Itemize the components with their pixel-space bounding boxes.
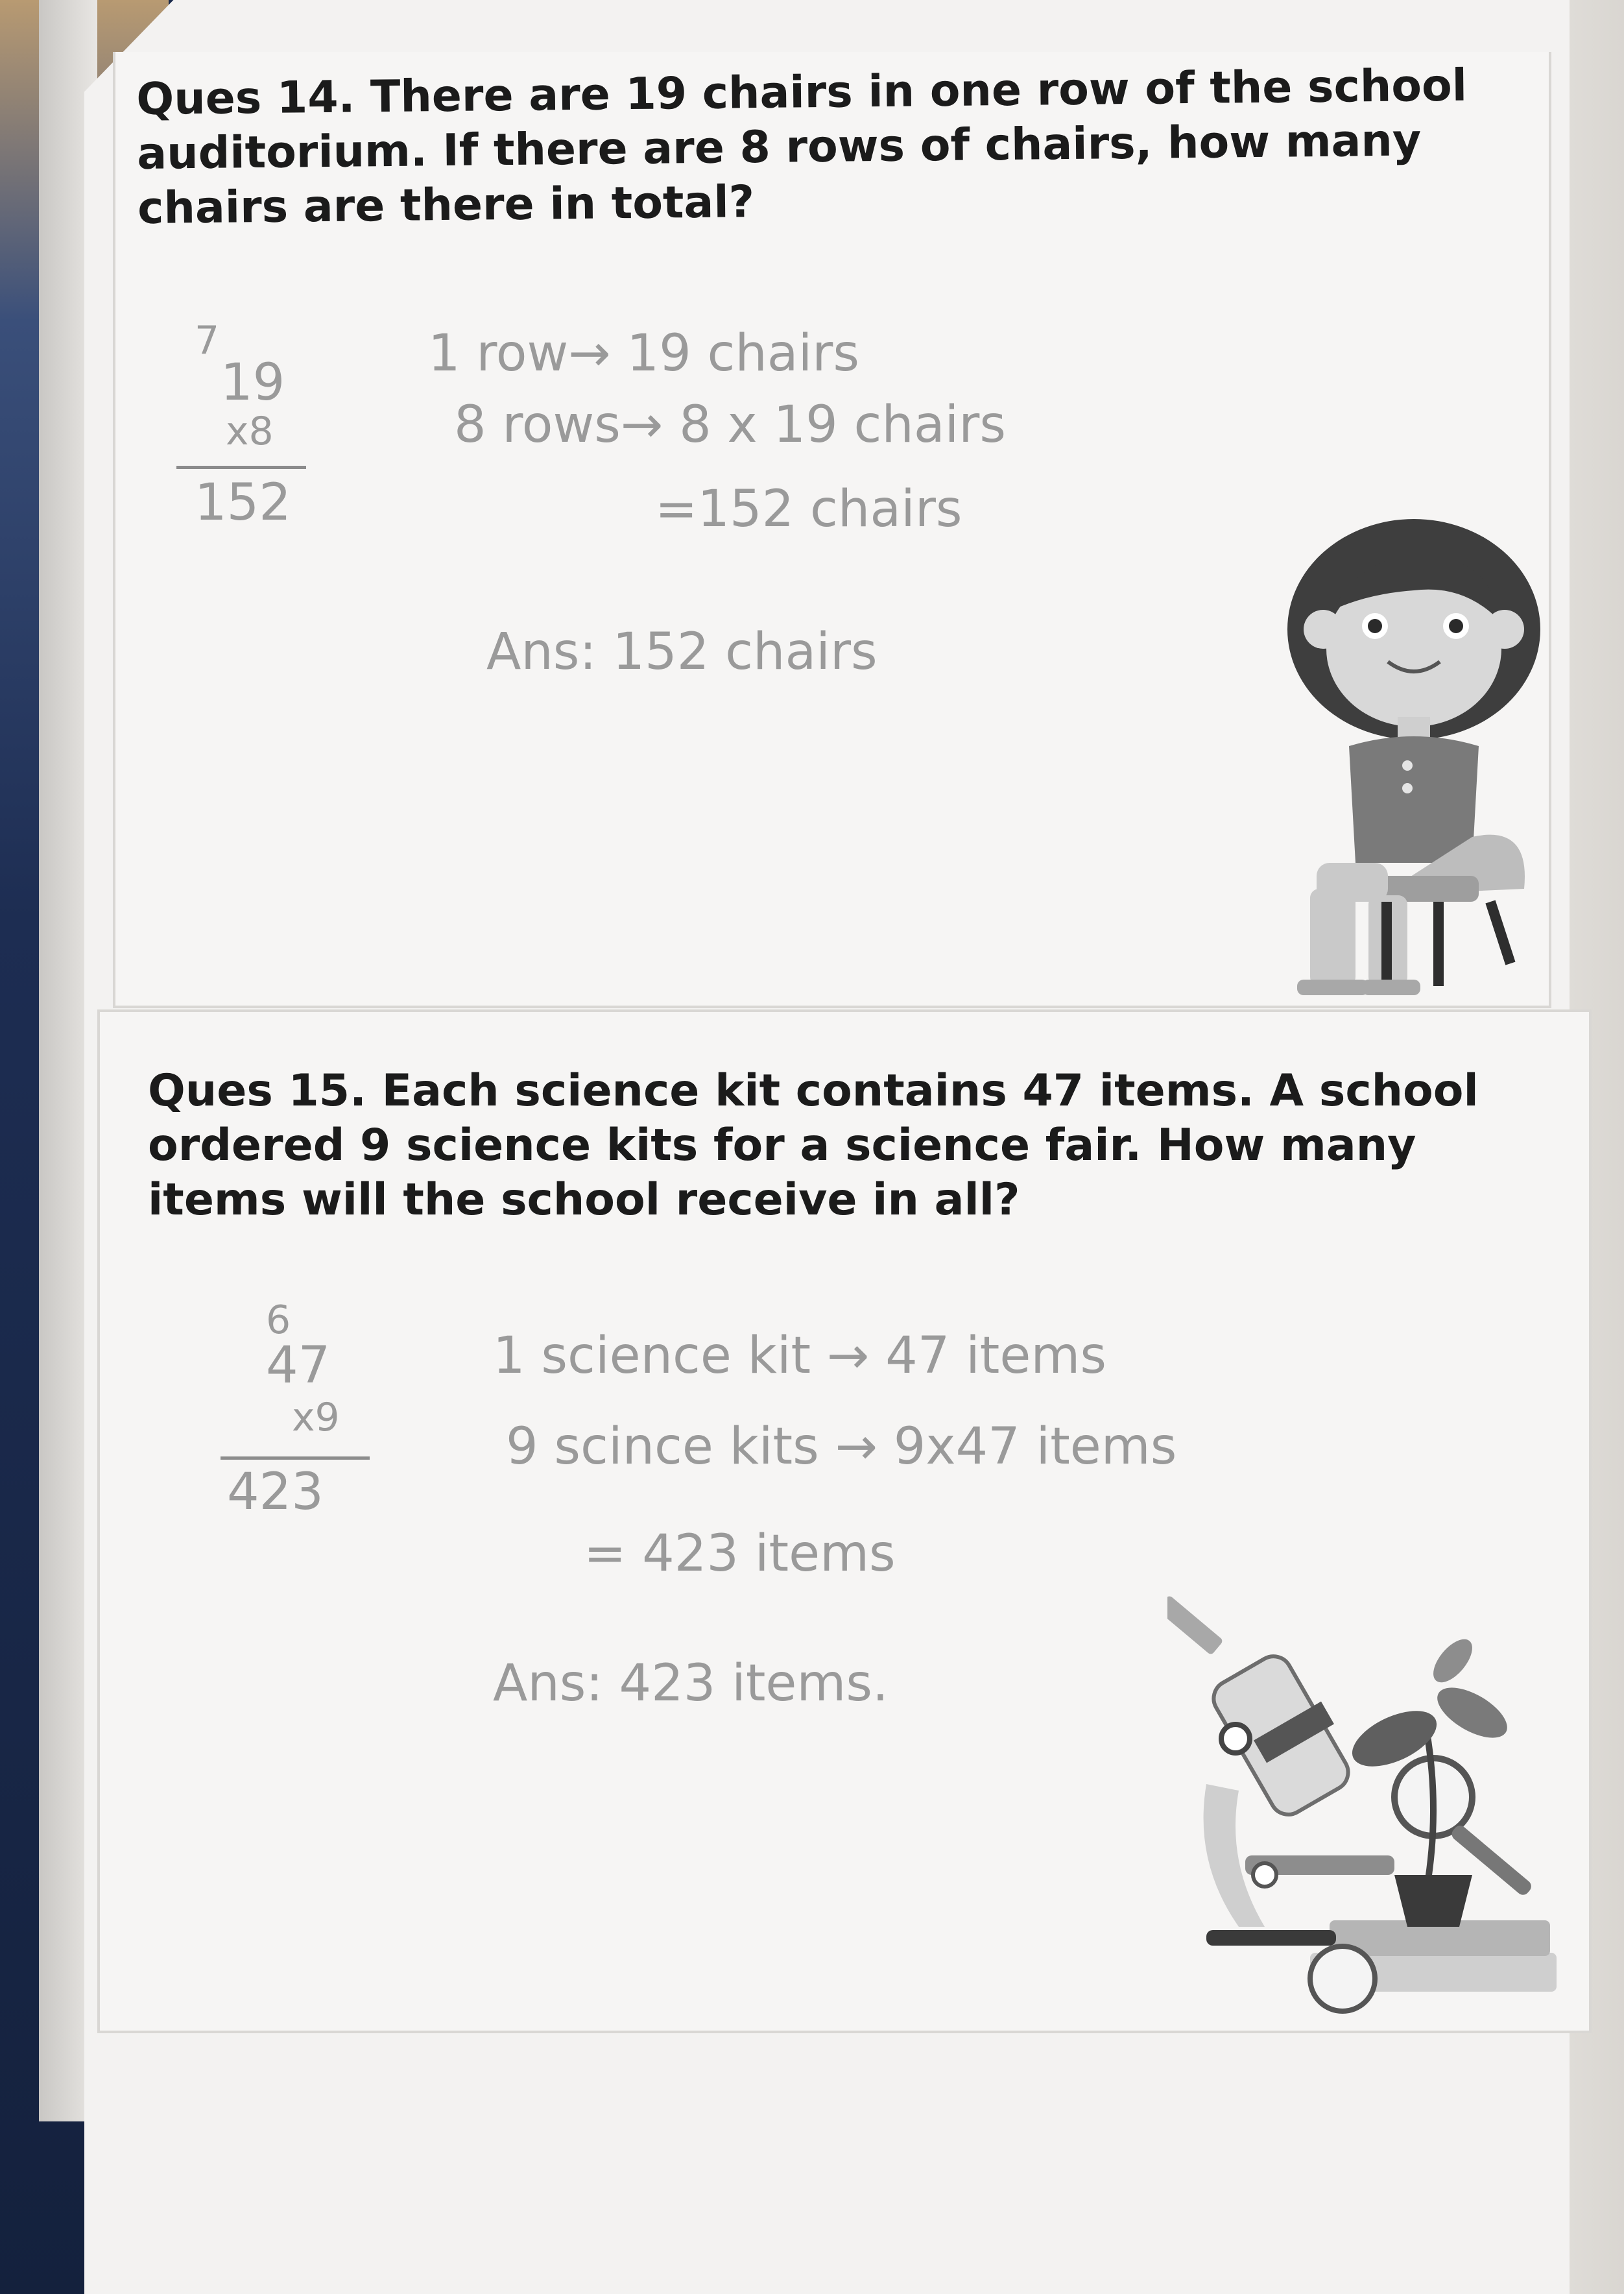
q15-multiplicand: 47 xyxy=(266,1336,331,1395)
q14-sum-line xyxy=(176,466,306,469)
girl-on-chair-illustration xyxy=(1271,500,1557,999)
question-14-text: Ques 14. There are 19 chairs in one row of the school auditorium. If there are 8 rows of chairs, how many chairs are there in total? xyxy=(136,60,1468,234)
q15-carry-digit: 6 xyxy=(266,1298,291,1343)
q15-line-2: 9 scince kits → 9x47 items xyxy=(506,1418,1177,1476)
microscope-illustration xyxy=(1167,1589,1570,2024)
q15-line-3: = 423 items xyxy=(584,1525,896,1583)
q15-answer: Ans: 423 items. xyxy=(493,1654,889,1713)
q14-line-3: =152 chairs xyxy=(655,480,962,538)
q15-multiplier: x9 xyxy=(292,1395,340,1440)
q15-product: 423 xyxy=(227,1463,324,1521)
question-15-text: Ques 15. Each science kit contains 47 items. A school ordered 9 science kits for a science fair. How many items will the school receive in all? xyxy=(148,1065,1479,1225)
q15-sum-line xyxy=(221,1456,370,1460)
q15-line-1: 1 science kit → 47 items xyxy=(493,1327,1106,1385)
q14-answer: Ans: 152 chairs xyxy=(486,623,878,681)
q14-product: 152 xyxy=(195,474,291,532)
q14-multiplicand: 19 xyxy=(221,354,285,412)
q14-line-1: 1 row→ 19 chairs xyxy=(428,324,859,383)
q14-carry-digit: 7 xyxy=(195,318,220,363)
q14-multiplier: x8 xyxy=(226,409,274,454)
q14-line-2: 8 rows→ 8 x 19 chairs xyxy=(454,396,1006,454)
